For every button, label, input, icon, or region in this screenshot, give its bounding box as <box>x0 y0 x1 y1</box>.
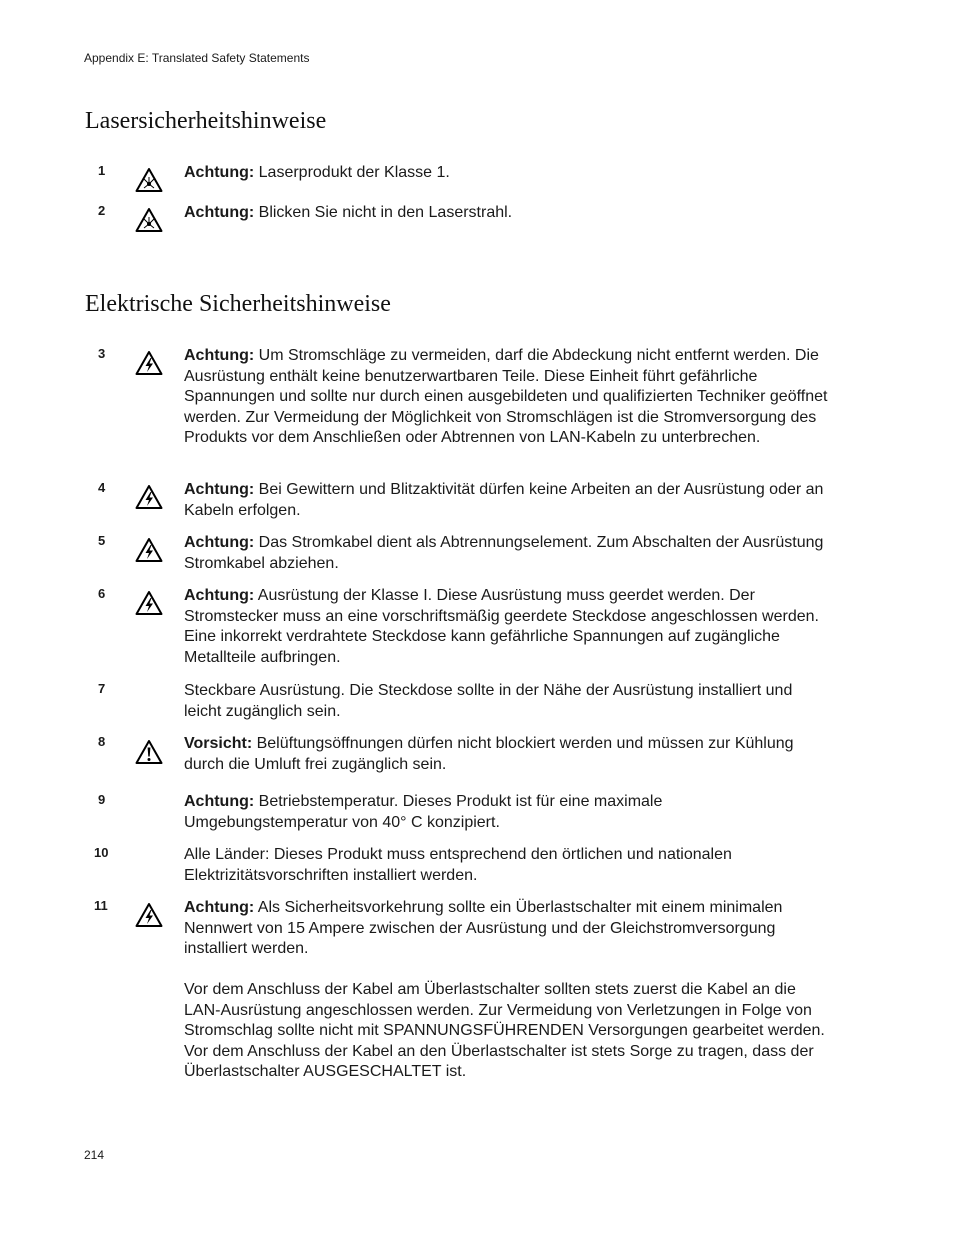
item-number: 6 <box>98 586 106 601</box>
item-label: Achtung: <box>184 899 255 916</box>
item-label: Achtung: <box>184 793 255 810</box>
item-text <box>184 898 829 1083</box>
item-number: 1 <box>98 163 106 178</box>
section-title-electrical: Elektrische Sicherheitshinweise <box>85 291 391 317</box>
item-description: Blicken Sie nicht in den Laserstrahl. <box>254 204 513 221</box>
item-label: Achtung: <box>184 587 255 604</box>
section-title-laser: Lasersicherheitshinweise <box>85 108 327 134</box>
electrical-warning-icon <box>135 537 163 563</box>
item-text <box>184 845 829 886</box>
item-description: Alle Länder: Dieses Produkt muss entsprechend den örtlichen und nationalen Elektrizitätsvorschriften installiert werden. <box>184 846 732 884</box>
item-number: 11 <box>94 898 108 913</box>
item-number: 2 <box>98 203 106 218</box>
item-text <box>184 533 829 574</box>
page-number: 214 <box>84 1148 105 1162</box>
item-description: Bei Gewittern und Blitzaktivität dürfen keine Arbeiten an der Ausrüstung oder an Kabeln erfolgen. <box>184 481 824 519</box>
item-text <box>184 163 829 184</box>
item-label: Achtung: <box>184 481 255 498</box>
item-number: 7 <box>98 681 106 696</box>
item-description: Ausrüstung der Klasse I. Diese Ausrüstung muss geerdet werden. Der Stromstecker muss an eine vorschriftsmäßig geerdete Steckdose angeschlossen werden. Eine inkorrekt verdrahtete Steckdose kann gefährliche Spannungen auf zugängliche Metallteile aufbringen. <box>184 587 819 666</box>
item-label: Achtung: <box>184 534 255 551</box>
item-label: Achtung: <box>184 347 255 364</box>
laser-warning-icon <box>135 167 163 193</box>
laser-warning-icon <box>135 207 163 233</box>
item-number: 10 <box>94 845 109 860</box>
caution-exclamation-icon <box>135 739 163 765</box>
item-description-continued: Vor dem Anschluss der Kabel am Überlastschalter sollten stets zuerst die Kabel an die LAN-Ausrüstung angeschlossen werden. Zur Vermeidung von Verletzungen in Folge von Stromschlag sollte nicht mit SPANNUNGSFÜHRENDEN Versorgungen gearbeitet werden. Vor dem Anschluss der Kabel an den Überlastschalter ist stets Sorge zu tragen, dass der Überlastschalter AUSGESCHALTET ist. <box>184 981 825 1080</box>
item-label: Achtung: <box>184 164 255 181</box>
item-description: Das Stromkabel dient als Abtrennungselement. Zum Abschalten der Ausrüstung Stromkabel abziehen. <box>184 534 824 572</box>
item-number: 4 <box>98 480 106 495</box>
item-number: 3 <box>98 346 106 361</box>
item-text <box>184 586 829 668</box>
item-number: 5 <box>98 533 106 548</box>
item-description: Steckbare Ausrüstung. Die Steckdose sollte in der Nähe der Ausrüstung installiert und leicht zugänglich sein. <box>184 682 793 720</box>
item-label: Achtung: <box>184 204 255 221</box>
item-text <box>184 346 829 449</box>
electrical-warning-icon <box>135 902 163 928</box>
item-description: Um Stromschläge zu vermeiden, darf die Abdeckung nicht entfernt werden. Die Ausrüstung enthält keine benutzerwartbaren Teile. Diese Einheit führt gefährliche Spannungen und sollte nur durch einen ausgebildeten und qualifizierten Techniker geöffnet werden. Zur Vermeidung der Möglichkeit von Stromschlägen ist die Stromversorgung des Produkts vor dem Anschließen oder Abtrennen von LAN-Kabeln zu unterbrechen. <box>184 347 828 446</box>
electrical-warning-icon <box>135 484 163 510</box>
item-text <box>184 734 829 775</box>
electrical-warning-icon <box>135 350 163 376</box>
running-head: Appendix E: Translated Safety Statements <box>84 51 310 65</box>
item-number: 8 <box>98 734 106 749</box>
electrical-warning-icon <box>135 590 163 616</box>
item-label: Vorsicht: <box>184 735 253 752</box>
item-description: Als Sicherheitsvorkehrung sollte ein Überlastschalter mit einem minimalen Nennwert von 15 Ampere zwischen der Ausrüstung und der Gleichstromversorgung installiert werden. <box>184 899 783 957</box>
item-number: 9 <box>98 792 106 807</box>
item-text <box>184 203 829 224</box>
item-description: Belüftungsöffnungen dürfen nicht blockiert werden und müssen zur Kühlung durch die Umluft frei zugänglich sein. <box>184 735 794 773</box>
item-description: Laserprodukt der Klasse 1. <box>254 164 450 181</box>
item-description: Betriebstemperatur. Dieses Produkt ist für eine maximale Umgebungstemperatur von 40° C konzipiert. <box>184 793 663 831</box>
item-text <box>184 792 829 833</box>
item-text <box>184 480 829 521</box>
item-text <box>184 681 829 722</box>
